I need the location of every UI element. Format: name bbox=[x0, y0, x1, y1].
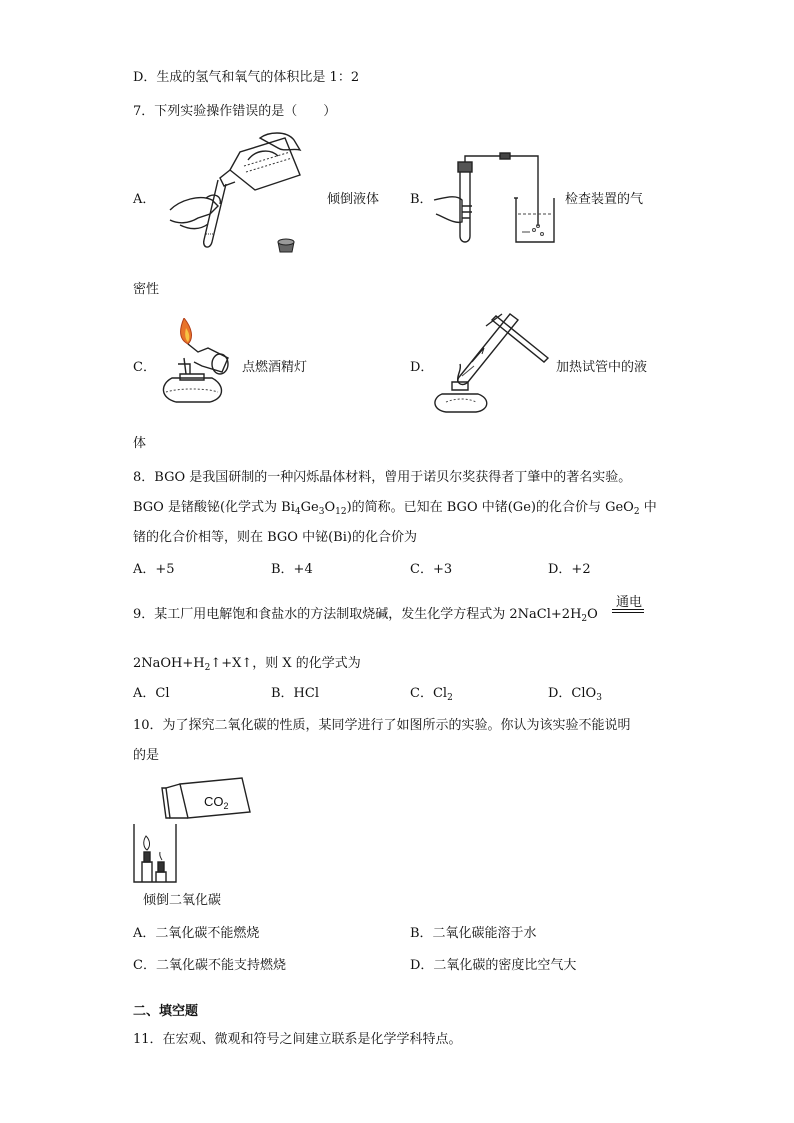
q7-stem: 7．下列实验操作错误的是（ ） bbox=[133, 104, 337, 119]
q7-option-a-text: 倾倒液体 bbox=[327, 192, 380, 207]
q9-line-1: 9．某工厂用电解饱和食盐水的方法制取烧碱，发生化学方程式为 $2NaCl+2H_2O$ bbox=[133, 607, 598, 624]
q7-option-d-continuation: 体 bbox=[133, 436, 147, 451]
q7-option-b-continuation: 密性 bbox=[133, 282, 160, 297]
q7-option-b-text: 检查装置的气 bbox=[565, 192, 644, 207]
q10-line-1: 10．为了探究二氧化碳的性质，某同学进行了如图所示的实验。你认为该实验不能说明 bbox=[133, 718, 631, 733]
q10-option-b: B．二氧化碳能溶于水 bbox=[410, 926, 537, 941]
q10-option-d: D．二氧化碳的密度比空气大 bbox=[410, 958, 577, 973]
q7-option-d-label: D． bbox=[410, 360, 434, 375]
q7-option-c-label: C． bbox=[133, 360, 156, 375]
q9-option-c: C．$Cl_2$ bbox=[410, 686, 453, 703]
q10-option-a: A．二氧化碳不能燃烧 bbox=[133, 926, 260, 941]
q8-line-3: 锗的化合价相等，则在 BGO 中铋(Bi)的化合价为 bbox=[133, 530, 417, 545]
q7-option-d-text: 加热试管中的液 bbox=[556, 360, 648, 375]
q10-figure-caption: 倾倒二氧化碳 bbox=[143, 893, 222, 908]
q9-option-b: B．HCl bbox=[271, 686, 319, 701]
q8-line-2: BGO 是锗酸铋(化学式为 $Bi_4Ge_3O_{12}$)的简称。已知在 BGO 中锗(Ge)的化合价与 GeO$_2$ 中 bbox=[133, 500, 657, 517]
q7-option-a-label: A． bbox=[133, 192, 156, 207]
q11-line-1: 11．在宏观、微观和符号之间建立联系是化学学科特点。 bbox=[133, 1032, 462, 1047]
q9-option-d: D．ClO$_3$ bbox=[548, 686, 602, 703]
q10-line-2: 的是 bbox=[133, 748, 160, 763]
section-title: 二、填空题 bbox=[133, 1004, 199, 1019]
q8-option-b: B．+4 bbox=[271, 562, 313, 577]
q9-option-a: A．Cl bbox=[133, 686, 170, 701]
heat-liquid-test-tube-illustration bbox=[432, 306, 552, 416]
q9-condition-label: 通电 bbox=[615, 595, 642, 610]
co2-label: $CO_2$ bbox=[204, 794, 229, 811]
pour-liquid-illustration bbox=[160, 130, 310, 255]
q8-option-d: D．+2 bbox=[548, 562, 591, 577]
q8-line-1: 8．BGO 是我国研制的一种闪烁晶体材料，曾用于诺贝尔奖获得者丁肇中的著名实验。 bbox=[133, 470, 632, 485]
q9-condition-line-bottom bbox=[612, 612, 644, 613]
q9-condition-line-top bbox=[612, 609, 644, 610]
airtightness-check-illustration bbox=[432, 148, 562, 248]
q8-option-c: C．+3 bbox=[410, 562, 453, 577]
q9-line-2: $2NaOH+H_2↑+X↑$，则 X 的化学式为 bbox=[133, 656, 361, 673]
q8-option-a: A．+5 bbox=[133, 562, 175, 577]
q7-option-c-text: 点燃酒精灯 bbox=[242, 360, 308, 375]
q6-option-d: D．生成的氢气和氧气的体积比是 1：2 bbox=[133, 70, 360, 85]
light-alcohol-lamp-illustration bbox=[158, 318, 238, 406]
q10-option-c: C．二氧化碳不能支持燃烧 bbox=[133, 958, 286, 973]
pour-co2-illustration bbox=[132, 776, 256, 884]
q7-option-b-label: B． bbox=[410, 192, 433, 207]
